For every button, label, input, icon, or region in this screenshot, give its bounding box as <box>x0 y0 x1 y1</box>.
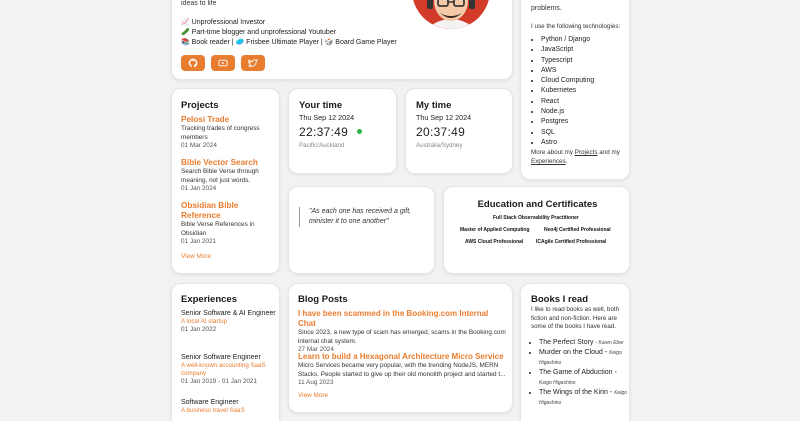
project-item[interactable] <box>181 201 275 245</box>
my-time-clock: 20:37:49 <box>416 125 466 139</box>
blog-post[interactable] <box>298 309 508 353</box>
experiences-link[interactable]: Experiences <box>531 158 566 165</box>
certificate-badge: Neo4j Certified Professional <box>544 227 611 233</box>
twitter-button[interactable] <box>241 55 265 71</box>
education-card <box>443 186 630 274</box>
certificate-badge: ICAgile Certified Professional <box>536 239 607 245</box>
my-time-card <box>405 88 513 174</box>
about-tail: ideas to life <box>181 0 217 7</box>
experience-company: A local AI startup <box>181 318 228 325</box>
experiences-heading: Experiences <box>181 294 237 305</box>
tech-intro-tail: problems. <box>531 5 562 12</box>
projects-link[interactable]: Projects <box>574 149 598 156</box>
project-item[interactable] <box>181 115 275 149</box>
twitter-icon <box>248 58 258 68</box>
quote-text: "As each one has received a gift, minister it to one another" <box>309 208 412 225</box>
projects-heading: Projects <box>181 100 219 111</box>
project-item[interactable] <box>181 158 275 192</box>
books-heading: Books I read <box>531 294 589 305</box>
certificate-badge: AWS Cloud Professional <box>465 239 524 245</box>
experiences-card <box>171 283 280 421</box>
books-intro: I like to read books as well, both fiction and non-fiction. Here are some of the books I have read. <box>531 306 620 330</box>
blog-post-excerpt: Micro Services became very popular, with the trending NodeJS, MERN Stacks. People started to give up their old monolith project and started t... <box>298 362 506 378</box>
about-line-text: Part-time blogger and unprofessional Youtuber <box>191 29 337 36</box>
youtube-icon <box>218 58 228 68</box>
experience-company: A business travel SaaS <box>181 407 245 414</box>
blog-card <box>288 283 513 413</box>
books-emoji-icon: 📚 <box>181 39 190 46</box>
about-line-1 <box>181 18 265 27</box>
avatar-illustration-icon <box>412 0 490 29</box>
project-title[interactable]: Bible Vector Search <box>181 158 258 167</box>
tech-item: • JavaScript <box>541 45 627 55</box>
book-item: • The Wings of the Kirin - Keigo Higashino <box>539 388 629 408</box>
tech-item: • Typescript <box>541 56 627 66</box>
quote-bar <box>299 207 300 227</box>
about-line-3 <box>181 38 397 47</box>
certificate-badge: Full Stack Observability Practitioner <box>493 215 579 221</box>
education-heading: Education and Certificates <box>477 199 598 210</box>
tech-item: • Node.js <box>541 107 627 117</box>
about-card <box>171 0 513 80</box>
tech-item: • SQL <box>541 128 627 138</box>
experience-title: Senior Software & AI Engineer <box>181 310 276 317</box>
certificate-badge: Master of Applied Computing <box>460 227 530 233</box>
pickle-emoji-icon: 🥒 <box>181 29 190 36</box>
project-title[interactable]: Obsidian Bible Reference <box>181 201 239 220</box>
your-time-zone: Pacific/Auckland <box>299 142 345 149</box>
experience-title: Senior Software Engineer <box>181 354 261 361</box>
tech-item: • Cloud Computing <box>541 76 627 86</box>
blog-post-title[interactable]: I have been scammed in the Booking.com Internal Chat <box>298 309 489 328</box>
github-icon <box>188 58 198 68</box>
github-button[interactable] <box>181 55 205 71</box>
tech-more: More about my Projects and my Experiences. <box>531 149 620 165</box>
blog-post[interactable] <box>298 352 508 386</box>
tech-item: • Python / Django <box>541 35 627 45</box>
projects-view-more-link[interactable]: View More <box>181 253 212 260</box>
projects-card <box>171 88 280 274</box>
tech-item: • Postgres <box>541 117 627 127</box>
project-date: 01 Jan 2024 <box>181 185 217 192</box>
my-time-heading: My time <box>416 100 452 111</box>
books-list <box>531 338 629 408</box>
blog-post-date: 27 Mar 2024 <box>298 346 334 353</box>
avatar <box>412 0 490 29</box>
blog-view-more-link[interactable]: View More <box>298 392 329 399</box>
about-line-text: Book reader | 🥏 Frisbee Ultimate Player | 🎲 Board Game Player <box>191 39 397 46</box>
project-date: 01 Jan 2021 <box>181 238 217 245</box>
tech-item: • Kubernetes <box>541 86 627 96</box>
tech-item: • Astro <box>541 138 627 148</box>
your-time-card <box>288 88 397 174</box>
experience-item <box>181 398 277 415</box>
about-line-text: Unprofessional Investor <box>191 19 266 26</box>
blog-post-title[interactable]: Learn to build a Hexagonal Architecture Micro Service <box>298 352 504 361</box>
project-desc: Tracking trades of congress members <box>181 125 260 141</box>
experience-item <box>181 309 277 333</box>
chart-emoji-icon: 📈 <box>181 19 190 26</box>
project-desc: Search Bible Verse through meaning, not just words. <box>181 168 259 184</box>
tech-item: • React <box>541 97 627 107</box>
experience-date: 01 Jan 2019 - 01 Jan 2021 <box>181 378 258 385</box>
your-time-clock: 22:37:49 <box>299 125 349 139</box>
experience-date: 01 Jan 2022 <box>181 326 217 333</box>
experience-item <box>181 353 277 385</box>
project-title[interactable]: Pelosi Trade <box>181 115 230 124</box>
books-card <box>520 283 630 421</box>
your-time-heading: Your time <box>299 100 343 111</box>
book-item: • Murder on the Cloud - Keigo Higashino <box>539 348 629 368</box>
my-time-zone: Australia/Sydney <box>416 142 463 149</box>
your-time-date: Thu Sep 12 2024 <box>299 113 355 122</box>
experience-title: Software Engineer <box>181 399 239 406</box>
book-item: • The Game of Abduction - Keigo Higashino <box>539 368 629 388</box>
experience-company: A well-known accounting SaaS company <box>181 362 266 377</box>
tech-using: I use the following technologies: <box>531 23 621 30</box>
project-desc: Bible Verse References in Obsidian <box>181 221 255 237</box>
online-status-dot-icon <box>357 129 362 134</box>
project-date: 01 Mar 2024 <box>181 142 217 149</box>
book-item: • The Perfect Story - Karen Eber <box>539 338 629 348</box>
tech-card <box>520 0 630 180</box>
tech-item: • AWS <box>541 66 627 76</box>
youtube-button[interactable] <box>211 55 235 71</box>
blog-post-excerpt: Since 2023, a new type of scam has emerged, scams in the Booking.com internal chat system. <box>298 329 506 345</box>
blog-heading: Blog Posts <box>298 294 348 305</box>
my-time-date: Thu Sep 12 2024 <box>416 113 472 122</box>
quote-card <box>288 186 435 274</box>
tech-list <box>531 35 627 148</box>
blog-post-date: 11 Aug 2023 <box>298 379 334 386</box>
about-line-2 <box>181 28 336 37</box>
